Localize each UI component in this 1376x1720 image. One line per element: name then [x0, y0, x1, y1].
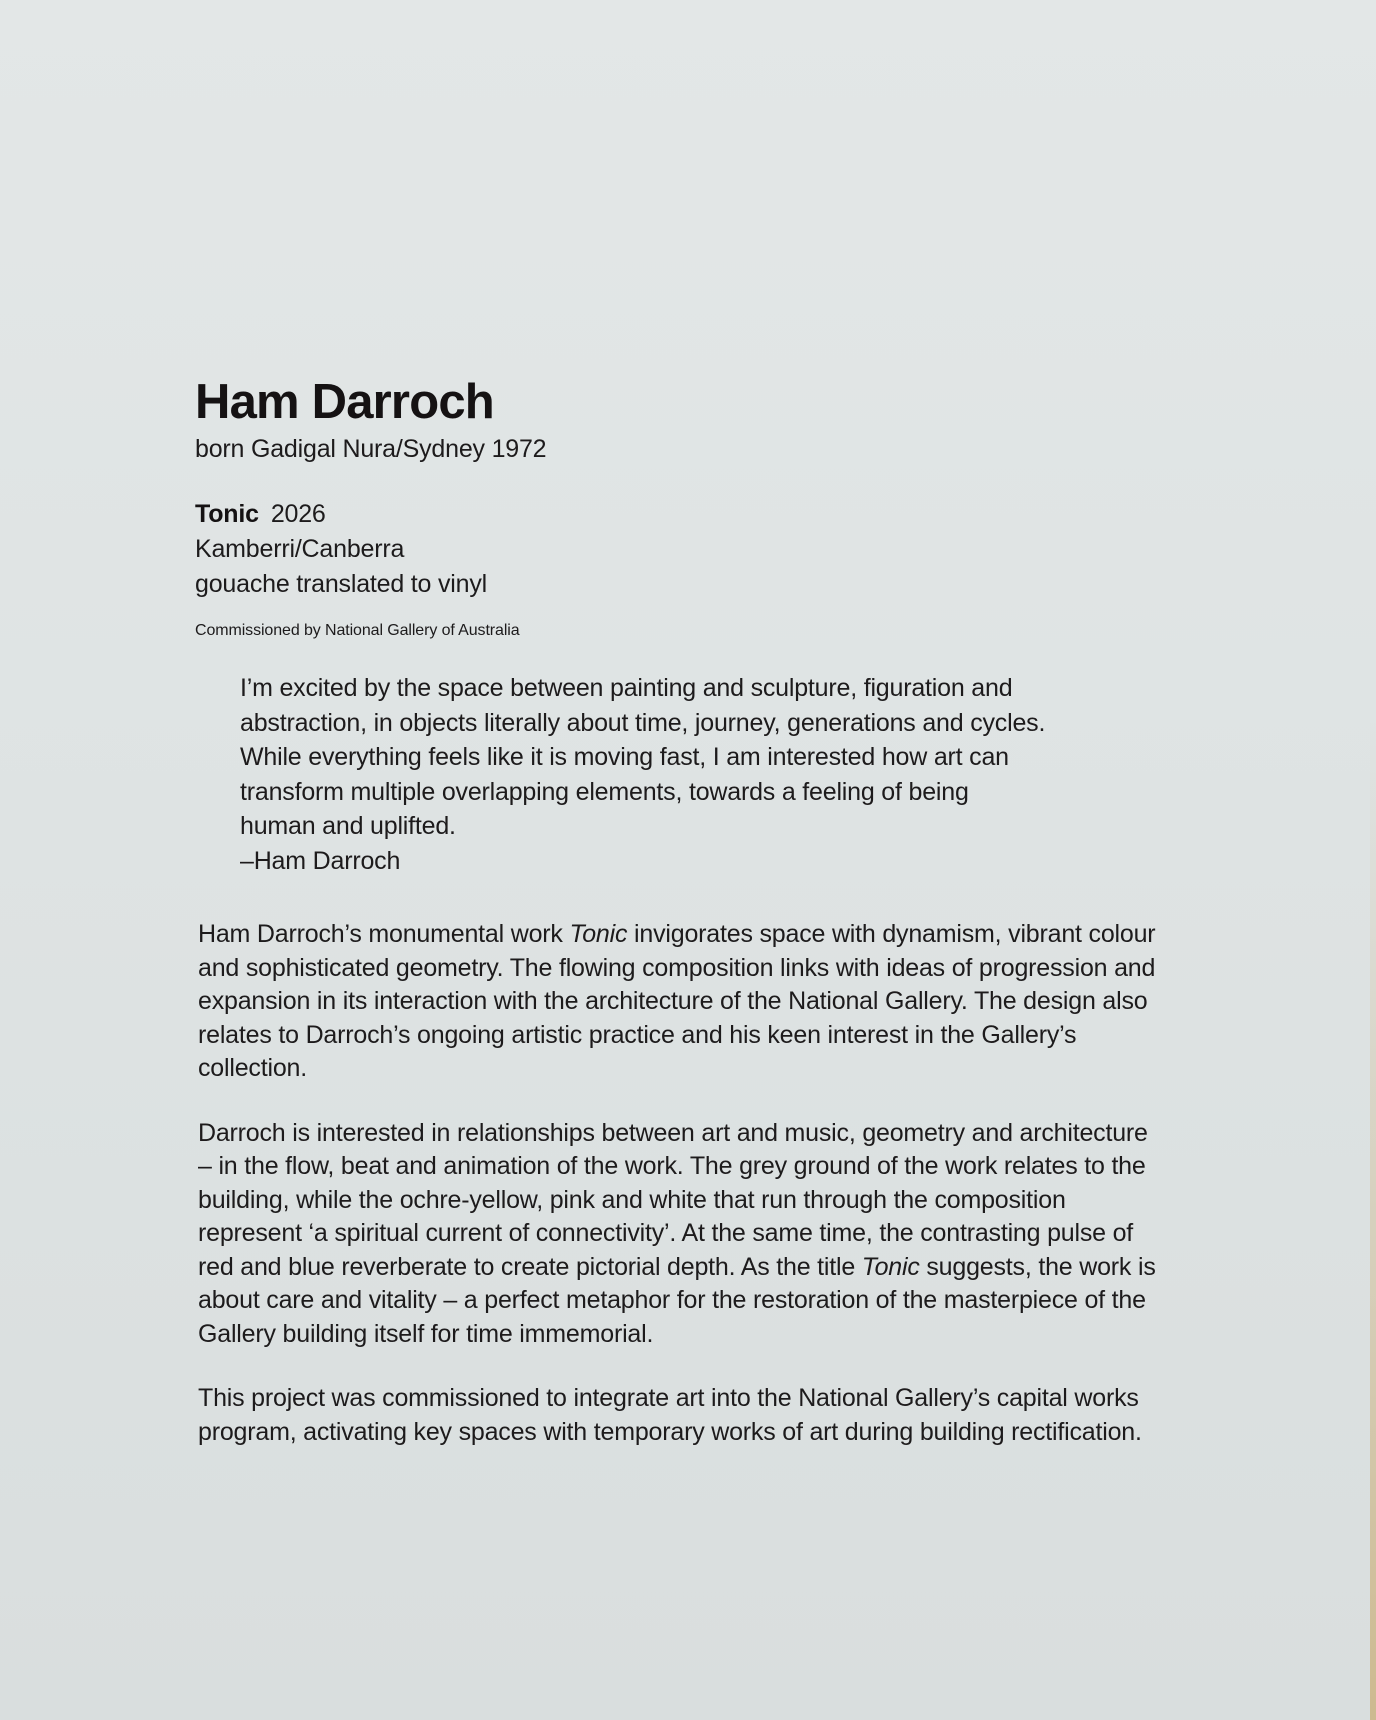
description-paragraph-1	[198, 918, 1158, 1086]
paragraph-1-text-end: invigorates space with dynamism, vibrant colour and sophisticated geometry. The flowing composition links with ideas of progression and expansion in its interaction with the architecture of the National Gallery. The design also relates to Darroch’s ongoing artistic practice and his keen interest in the Gallery’s collection.	[198, 920, 1156, 1082]
description-paragraph-2	[198, 1117, 1158, 1352]
wall-label	[195, 375, 1195, 1480]
work-medium: gouache translated to vinyl	[195, 570, 488, 598]
work-place: Kamberri/Canberra	[195, 535, 405, 563]
description	[195, 918, 1195, 1449]
quote-line: transform multiple overlapping elements, towards a feeling of being	[240, 777, 969, 806]
work-year: 2026	[270, 500, 326, 528]
work-title: Tonic	[195, 500, 259, 528]
artist-name: Ham Darroch	[195, 375, 494, 429]
paragraph-1-text-start: Ham Darroch’s monumental work	[198, 920, 570, 948]
commission-credit: Commissioned by National Gallery of Australia	[195, 622, 520, 639]
paragraph-2-text-end: suggests, the work is about care and vitality – a perfect metaphor for the restoration of the masterpiece of the Gallery building itself for time immemorial.	[198, 1252, 1156, 1348]
artist-quote	[240, 671, 1200, 878]
paragraph-2-work-title: Tonic	[861, 1252, 920, 1281]
quote-line: While everything feels like it is moving fast, I am interested how art can	[240, 743, 1009, 771]
work-details	[195, 497, 1195, 602]
paragraph-2-text-start: Darroch is interested in relationships between art and music, geometry and architecture – in the flow, beat and animation of the work. The grey ground of the work relates to the building, while the ochre-yellow, pink and white that run through the composition represent ‘a spiritual current of connectivity’. At the same time, the contrasting pulse of red and blue reverberate to create pictorial depth. As the title	[198, 1118, 1148, 1281]
description-paragraph-3: This project was commissioned to integrate art into the National Gallery’s capital works program, activating key spaces with temporary works of art during building rectification.	[198, 1384, 1142, 1446]
quote-attribution: –Ham Darroch	[240, 846, 401, 875]
quote-line: I’m excited by the space between painting and sculpture, figuration and	[240, 674, 1013, 702]
quote-line: abstraction, in objects literally about time, journey, generations and cycles.	[240, 708, 1046, 737]
paragraph-1-work-title: Tonic	[569, 920, 628, 948]
quote-line: human and uplifted.	[240, 812, 456, 840]
work-title-line	[195, 497, 1195, 532]
artist-birth-info: born Gadigal Nura/Sydney 1972	[195, 435, 547, 463]
wall-edge-strip	[1370, 720, 1376, 1720]
